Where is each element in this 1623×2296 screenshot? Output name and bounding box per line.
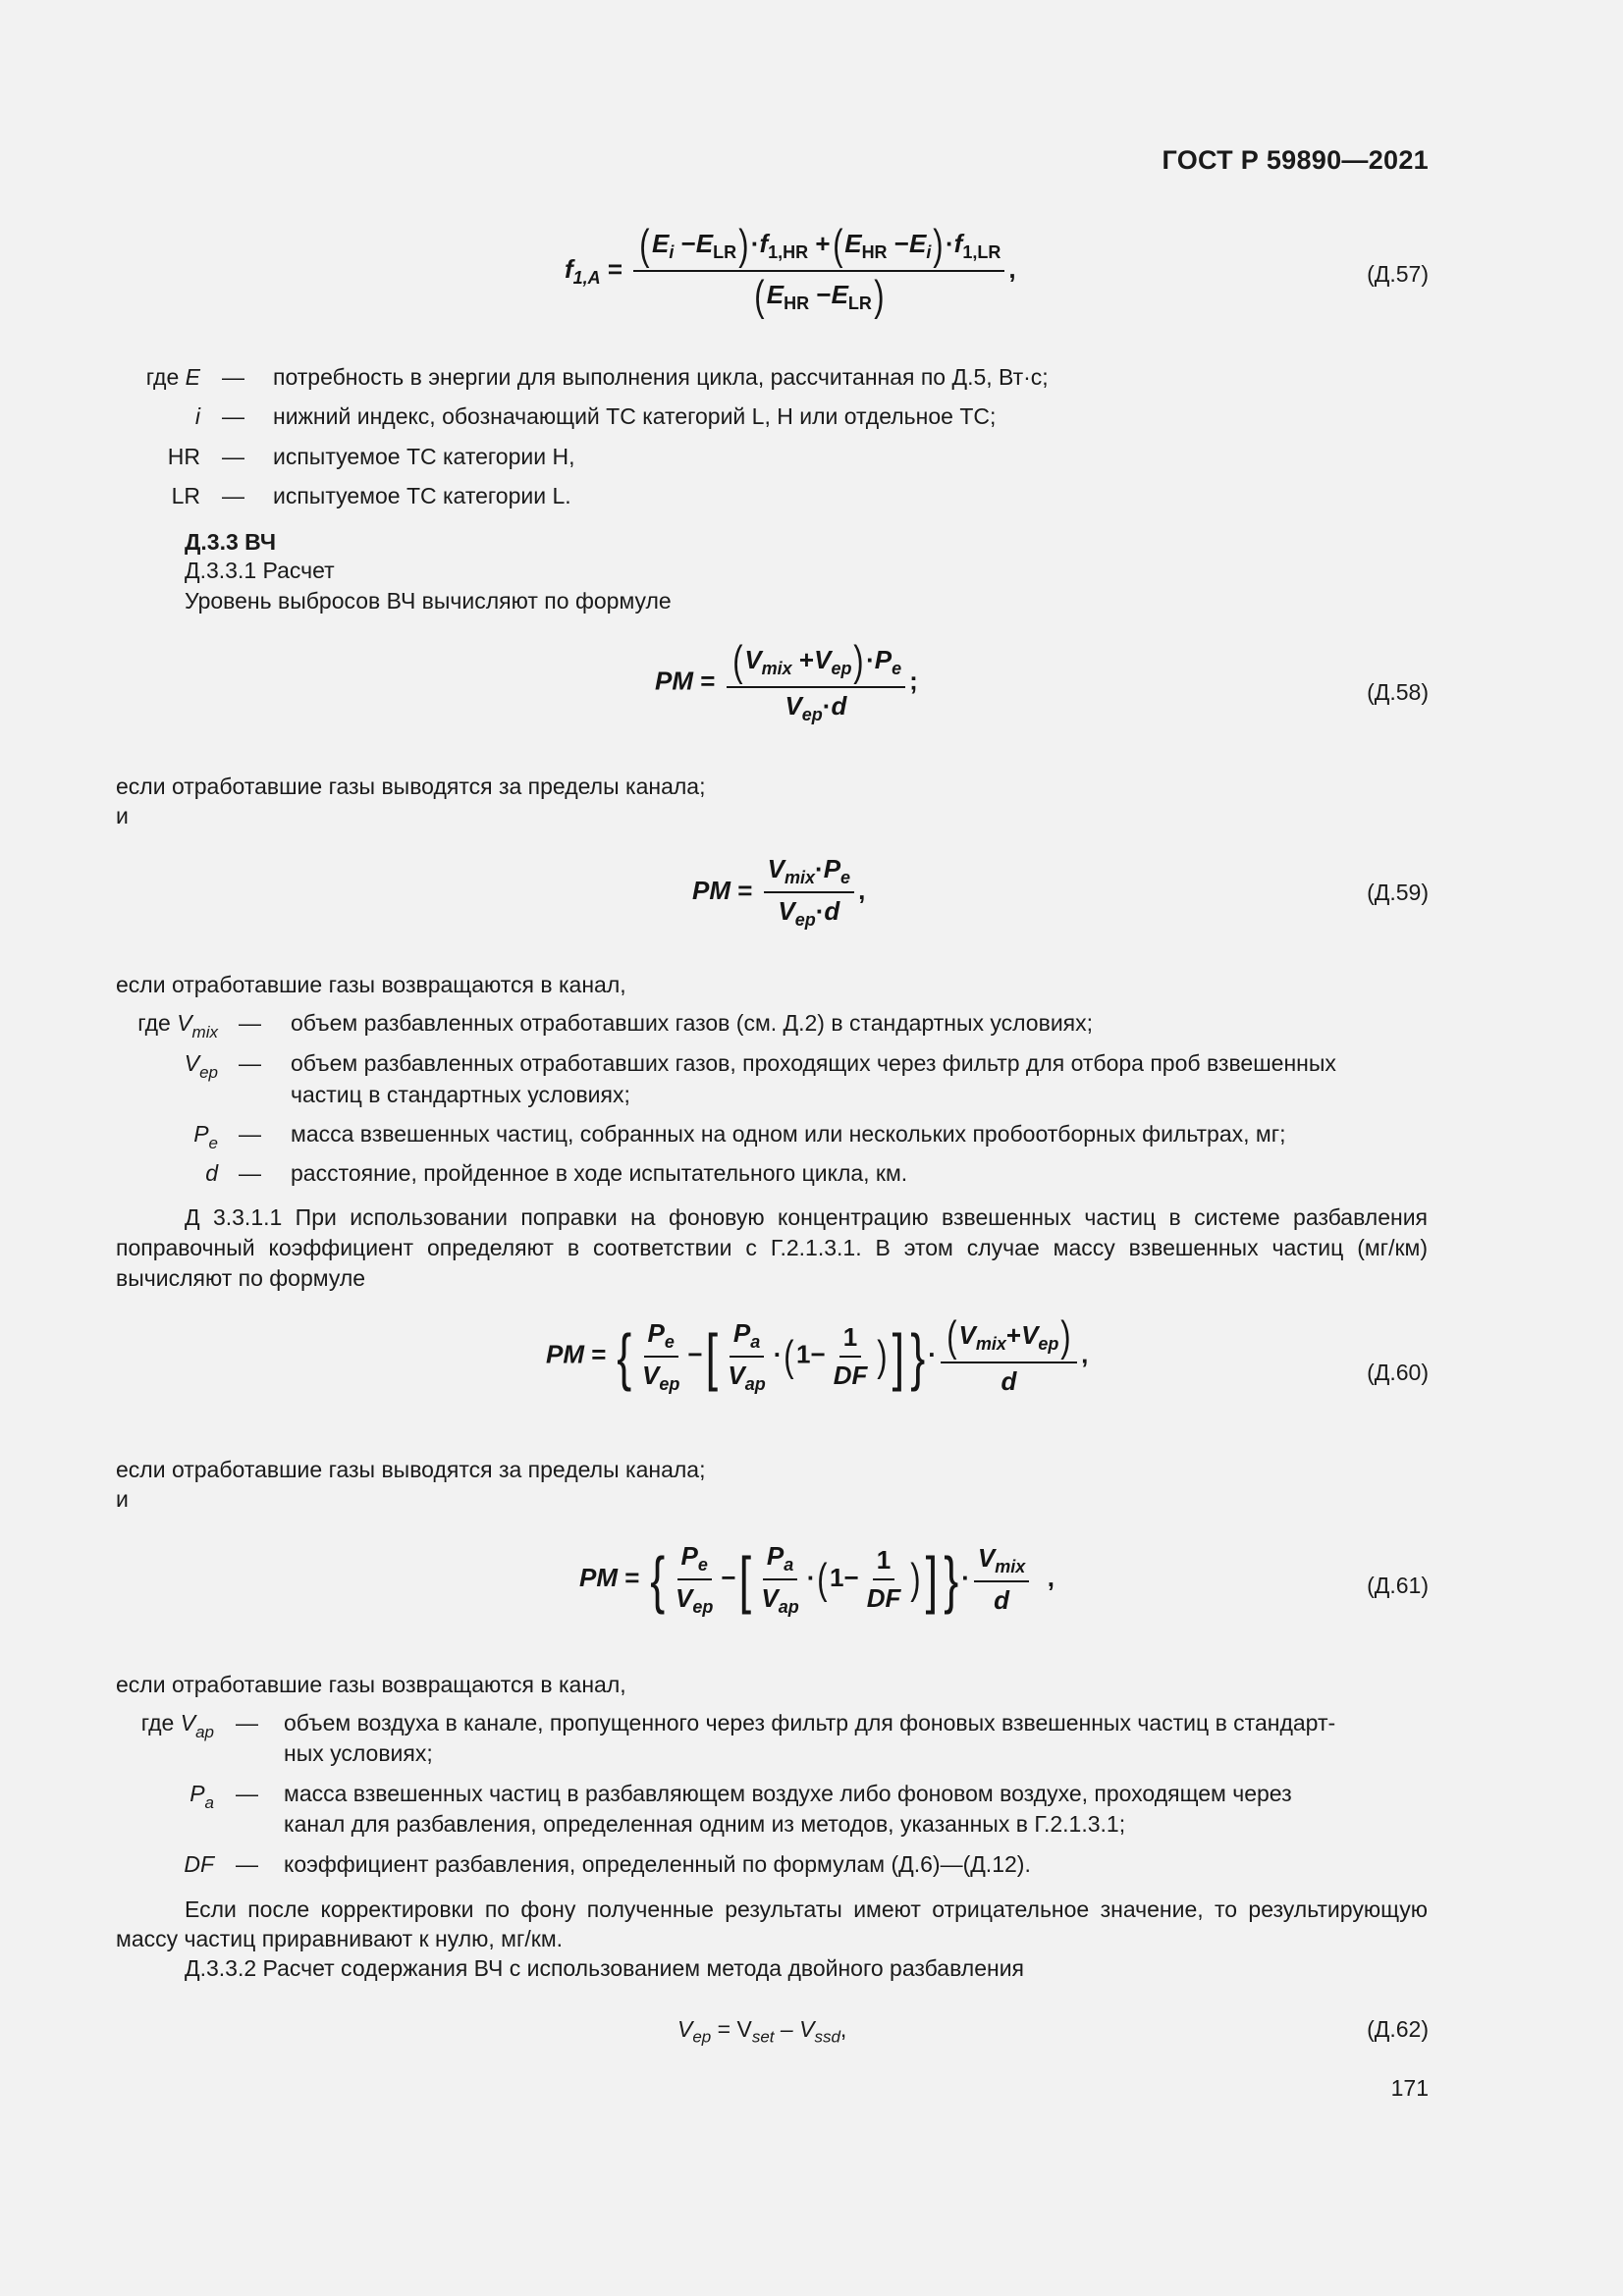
denominator: d <box>994 1585 1009 1615</box>
eq-subscript: a <box>750 1331 761 1352</box>
eq-sign: = <box>624 1562 640 1592</box>
denominator: DF <box>833 1360 868 1390</box>
denominator <box>748 272 890 318</box>
definition-symbol: d <box>205 1160 218 1186</box>
eq-symbol: f <box>565 253 573 284</box>
equation-d62 <box>677 2014 846 2053</box>
page-number: 171 <box>1390 2075 1429 2101</box>
eq-symbol: V <box>814 644 832 674</box>
punct: , <box>858 875 866 905</box>
definition-text: коэффициент разбавления, определенный по формулам (Д.6)—(Д.12). <box>284 1851 1031 1877</box>
fraction <box>724 1318 769 1395</box>
minus: − <box>893 228 909 258</box>
definition-dash: — <box>222 364 244 390</box>
definition-text: испытуемое ТС категории H, <box>273 444 575 469</box>
fraction <box>974 1543 1029 1616</box>
eq-symbol: d <box>824 896 840 926</box>
paren: ) <box>877 1331 888 1380</box>
eq-symbol: E <box>652 228 670 258</box>
paren: ( <box>817 1555 828 1603</box>
paragraph: Д 3.3.1.1 При использовании поправки на фоновую концентрацию взвешенных частиц в системе разбавления поправочный коэффициент определяют в соответствии с Г.2.1.3.1. В этом случае массу взвешенных частиц (мг/км) вычисляют по формуле <box>116 1204 1428 1291</box>
numerator <box>727 637 906 688</box>
definition-subscript: e <box>208 1134 218 1152</box>
eq-subscript: i <box>669 241 675 262</box>
paragraph: если отработавшие газы возвращаются в канал, <box>116 1672 626 1697</box>
equation-number: (Д.62) <box>1367 2016 1429 2042</box>
eq-subscript: e <box>840 868 851 887</box>
eq-subscript: ep <box>1038 1333 1059 1354</box>
equation-number: (Д.60) <box>1367 1360 1429 1385</box>
numerator <box>730 1318 764 1358</box>
fraction <box>941 1312 1077 1397</box>
dot: · <box>750 228 760 258</box>
equation-d60 <box>546 1312 1089 1397</box>
brace: } <box>944 1544 958 1615</box>
bracket: ] <box>925 1544 939 1615</box>
definition-dash: — <box>239 1121 261 1147</box>
denominator <box>757 1580 802 1618</box>
dot: · <box>815 854 824 883</box>
definition-prefix: где <box>137 1010 178 1036</box>
numerator <box>644 1318 678 1358</box>
plus: + <box>1005 1319 1022 1350</box>
paragraph: если отработавшие газы возвращаются в канал, <box>116 972 626 997</box>
definition-symbol: i <box>194 403 200 429</box>
definition-symbol: HR <box>167 444 200 469</box>
eq-sign: = <box>591 1339 607 1369</box>
dot: · <box>815 896 825 926</box>
eq-symbol: PM <box>655 666 693 696</box>
paragraph: и <box>116 803 129 828</box>
eq-symbol: E <box>766 279 784 309</box>
definition-text: расстояние, пройденное в ходе испытательного цикла, км. <box>291 1160 908 1186</box>
brace: { <box>616 1320 631 1392</box>
eq-symbol: V <box>642 1360 660 1390</box>
fraction <box>672 1541 717 1618</box>
eq-subscript: i <box>926 241 932 262</box>
eq-symbol: V <box>1021 1319 1039 1350</box>
punct: , <box>839 2016 847 2042</box>
minus: − <box>680 228 696 258</box>
dot: · <box>928 1339 937 1369</box>
brace: { <box>649 1544 665 1615</box>
numerator <box>633 221 1004 272</box>
denominator <box>638 1358 683 1395</box>
fraction <box>727 637 906 725</box>
denominator: DF <box>866 1583 901 1613</box>
definition-subscript: ap <box>195 1723 214 1741</box>
paren: ) <box>874 272 885 320</box>
eq-symbol: V <box>676 1583 693 1613</box>
equation-d59 <box>692 854 865 931</box>
eq-symbol: E <box>908 228 927 258</box>
eq-subscript: ep <box>831 658 852 678</box>
eq-symbol: f <box>759 228 769 258</box>
minus: − <box>810 1339 826 1369</box>
punct: , <box>1081 1339 1089 1369</box>
eq-symbol: V <box>977 1543 996 1573</box>
definition-symbol: P <box>193 1121 209 1147</box>
paren: ( <box>731 637 743 685</box>
eq-subscript: LR <box>713 241 737 262</box>
minus: − <box>687 1339 703 1369</box>
definition-text: испытуемое ТС категории L. <box>273 483 571 508</box>
eq-sign: = <box>737 875 753 905</box>
eq-subscript: e <box>892 658 902 678</box>
paren: ) <box>853 637 864 685</box>
eq-subscript: 1,LR <box>962 241 1001 262</box>
eq-sign: = <box>607 253 623 284</box>
eq-subscript: set <box>751 2027 775 2047</box>
definition-text: потребность в энергии для выполнения цикла, рассчитанная по Д.5, Вт·с; <box>273 364 1049 390</box>
eq-symbol: P <box>732 1317 751 1348</box>
eq-symbol: V <box>778 896 795 926</box>
eq-symbol: V <box>784 691 802 721</box>
eq-text: = V <box>711 2016 752 2042</box>
eq-subscript: HR <box>861 241 888 262</box>
fraction <box>638 1318 683 1395</box>
paren: ( <box>639 221 650 269</box>
definition-symbol: DF <box>184 1851 214 1877</box>
definition-text: масса взвешенных частиц в разбавляющем воздухе либо фоновом воздухе, проходящем через <box>284 1781 1292 1806</box>
equation-number: (Д.59) <box>1367 880 1429 905</box>
denominator <box>781 688 850 725</box>
eq-symbol: P <box>874 644 893 674</box>
equation-number: (Д.61) <box>1367 1573 1429 1598</box>
definition-dash: — <box>222 444 244 469</box>
definition-text: объем разбавленных отработавших газов (см. Д.2) в стандартных условиях; <box>291 1010 1094 1036</box>
minus: − <box>843 1562 859 1592</box>
punct: , <box>1008 253 1016 284</box>
eq-number-one: 1 <box>796 1339 811 1369</box>
eq-subscript: ep <box>692 2027 712 2047</box>
definition-subscript: a <box>204 1793 214 1812</box>
minus: − <box>816 279 832 309</box>
paren: ) <box>910 1555 921 1603</box>
bracket: [ <box>738 1544 751 1615</box>
definition-symbol: LR <box>171 483 200 508</box>
eq-symbol: P <box>823 854 841 883</box>
eq-symbol: V <box>744 644 762 674</box>
definition-dash: — <box>222 403 244 429</box>
eq-subscript: ssd <box>814 2027 840 2047</box>
subsection-heading: Д.3.3.2 Расчет содержания ВЧ с использованием метода двойного разбавления <box>185 1955 1024 1981</box>
fraction <box>863 1545 905 1614</box>
eq-symbol: P <box>647 1317 665 1348</box>
denominator <box>724 1358 769 1395</box>
numerator <box>974 1543 1029 1582</box>
bracket: ] <box>892 1320 905 1392</box>
numerator <box>763 1541 797 1580</box>
eq-subscript: mix <box>761 658 792 678</box>
definition-prefix: где <box>140 1710 181 1735</box>
definition-text-cont: частиц в стандартных условиях; <box>291 1082 630 1107</box>
bracket: [ <box>705 1320 718 1392</box>
paragraph: Если после корректировки по фону полученные результаты имеют отрицательное значение, то результирующую массу частиц приравнивают к нулю, мг/км. <box>116 1896 1428 1951</box>
dot: · <box>866 644 875 674</box>
eq-subscript: ap <box>744 1373 766 1394</box>
equation-d61 <box>579 1541 1055 1618</box>
document-id-header: ГОСТ Р 59890—2021 <box>1162 145 1429 175</box>
eq-symbol: V <box>677 2016 693 2042</box>
equation-number: (Д.58) <box>1367 679 1429 705</box>
numerator <box>677 1541 712 1580</box>
dot: · <box>822 691 832 721</box>
denominator <box>774 893 843 931</box>
eq-subscript: mix <box>975 1333 1006 1354</box>
eq-subscript: HR <box>784 293 810 313</box>
definition-dash: — <box>236 1710 258 1735</box>
definition-text-cont: канал для разбавления, определенная одним из методов, указанных в Г.2.1.3.1; <box>284 1811 1126 1837</box>
definition-text: объем разбавленных отработавших газов, проходящих через фильтр для отбора проб взвешенных <box>291 1050 1336 1076</box>
dot: · <box>773 1339 783 1369</box>
definition-text: объем воздуха в канале, пропущенного через фильтр для фоновых взвешенных частиц в стандарт- <box>284 1710 1336 1735</box>
eq-subscript: ep <box>794 910 816 930</box>
eq-symbol: P <box>766 1541 784 1571</box>
paragraph: если отработавшие газы выводятся за пределы канала; <box>116 774 706 799</box>
definition-dash: — <box>222 483 244 508</box>
eq-sign: = <box>700 666 716 696</box>
definition-dash: — <box>239 1010 261 1036</box>
eq-number-one: 1 <box>830 1562 844 1592</box>
eq-symbol: E <box>844 228 862 258</box>
definition-text: нижний индекс, обозначающий ТС категорий L, H или отдельное ТС; <box>273 403 997 429</box>
definition-symbol: E <box>185 364 200 390</box>
denominator: d <box>1001 1366 1017 1396</box>
definition-dash: — <box>236 1851 258 1877</box>
eq-symbol: V <box>767 854 784 883</box>
paren: ( <box>784 1331 794 1380</box>
minus: − <box>721 1562 736 1592</box>
plus: + <box>815 228 831 258</box>
paren: ) <box>738 221 749 269</box>
eq-symbol: PM <box>692 875 730 905</box>
eq-subscript: ep <box>801 705 823 724</box>
eq-symbol: PM <box>546 1339 584 1369</box>
plus: + <box>798 644 815 674</box>
eq-symbol: V <box>728 1360 745 1390</box>
eq-subscript: 1,HR <box>768 241 809 262</box>
numerator <box>764 854 854 893</box>
punct: , <box>1047 1562 1055 1592</box>
eq-text: – V <box>774 2016 815 2042</box>
eq-symbol: PM <box>579 1562 618 1592</box>
paren: ) <box>933 221 944 269</box>
dot: · <box>806 1562 816 1592</box>
definition-subscript: ep <box>199 1063 218 1082</box>
subsection-heading: Д.3.3.1 Расчет <box>185 558 335 583</box>
eq-subscript: mix <box>995 1557 1026 1576</box>
eq-subscript: ep <box>659 1373 680 1394</box>
fraction <box>830 1322 872 1391</box>
section-heading: Д.3.3 ВЧ <box>185 529 277 555</box>
dot: · <box>961 1562 970 1592</box>
paren: ( <box>947 1312 957 1361</box>
definition-text-cont: ных условиях; <box>284 1740 433 1766</box>
fraction <box>764 854 854 931</box>
eq-symbol: E <box>695 228 714 258</box>
punct: ; <box>909 666 918 696</box>
definition-dash: — <box>239 1050 261 1076</box>
eq-subscript: ep <box>692 1597 714 1617</box>
eq-symbol: P <box>680 1541 698 1571</box>
numerator: 1 <box>839 1322 861 1358</box>
eq-subscript: e <box>697 1555 708 1575</box>
eq-subscript: ap <box>778 1597 799 1617</box>
brace: } <box>910 1320 925 1392</box>
eq-symbol: f <box>953 228 963 258</box>
definition-symbol: P <box>189 1781 205 1806</box>
paragraph: Уровень выбросов ВЧ вычисляют по формуле <box>185 588 672 614</box>
numerator <box>941 1312 1077 1363</box>
definition-prefix: где <box>145 364 186 390</box>
eq-subscript: mix <box>784 868 816 887</box>
definition-text: масса взвешенных частиц, собранных на одном или нескольких пробоотборных фильтрах, мг; <box>291 1121 1286 1147</box>
equation-d58 <box>655 637 918 725</box>
dot: · <box>946 228 954 258</box>
definition-symbol: V <box>184 1050 200 1076</box>
eq-symbol: V <box>958 1319 976 1350</box>
eq-subscript: 1,A <box>572 267 601 288</box>
definition-symbol: V <box>177 1010 192 1036</box>
paren: ( <box>832 221 843 269</box>
definition-subscript: mix <box>191 1023 218 1041</box>
eq-symbol: d <box>831 691 847 721</box>
eq-subscript: LR <box>847 293 872 313</box>
paragraph: и <box>116 1486 129 1512</box>
denominator <box>672 1580 717 1618</box>
eq-symbol: E <box>831 279 848 309</box>
eq-subscript: e <box>664 1331 675 1352</box>
eq-subscript: a <box>784 1555 794 1575</box>
fraction <box>757 1541 802 1618</box>
paren: ) <box>1060 1312 1071 1361</box>
fraction <box>633 221 1004 320</box>
equation-d57 <box>565 221 1016 320</box>
definition-symbol: V <box>180 1710 196 1735</box>
numerator: 1 <box>873 1545 894 1580</box>
paragraph: если отработавшие газы выводятся за пределы канала; <box>116 1457 706 1482</box>
eq-symbol: V <box>761 1583 779 1613</box>
definition-dash: — <box>239 1160 261 1186</box>
equation-number: (Д.57) <box>1367 261 1429 287</box>
definition-dash: — <box>236 1781 258 1806</box>
paren: ( <box>754 272 765 320</box>
